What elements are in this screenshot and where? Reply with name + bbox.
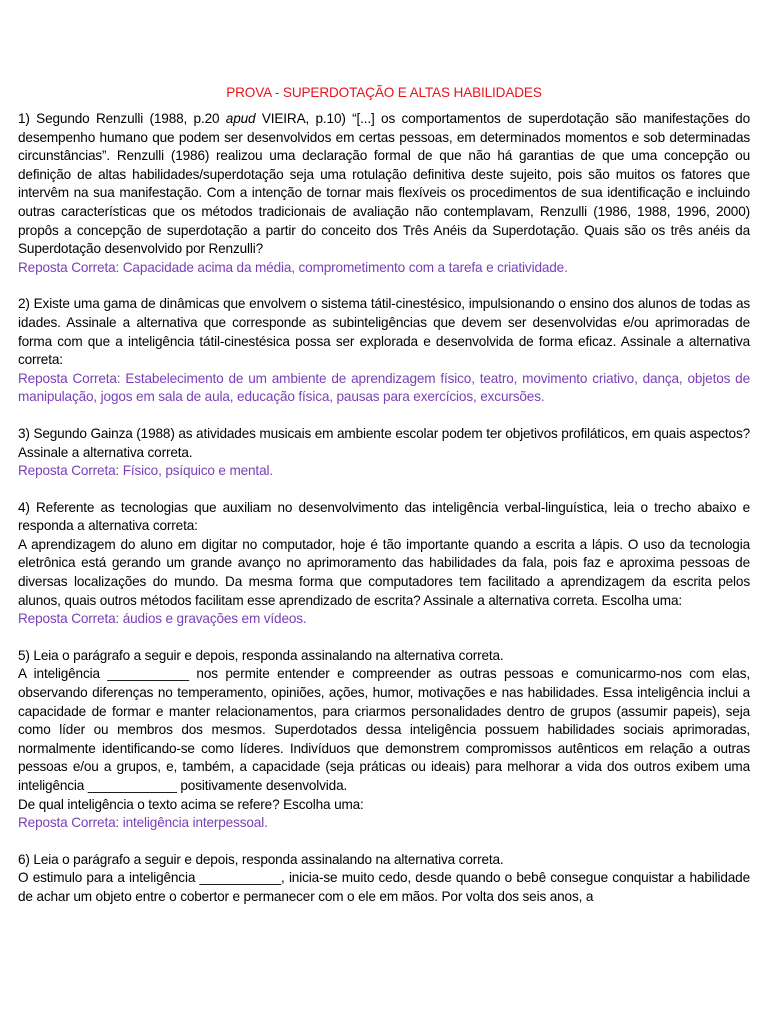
correct-answer: Reposta Correta: Capacidade acima da média, comprometimento com a tarefa e criatividade.	[18, 259, 568, 275]
question-text: 2) Existe uma gama de dinâmicas que envolvem o sistema tátil-cinestésico, impulsionando o ensino dos alunos de todas as idades. Assinale a alternativa que corresponde as subinteligências que devem ser desenvolvidas e/ou aprimoradas de forma com que a inteligência tátil-cinestésica possa ser explorada e desenvolvida de forma eficaz. Assinale a alternativa correta:	[18, 296, 750, 368]
correct-answer: Reposta Correta: Físico, psíquico e mental.	[18, 463, 273, 479]
question-2	[18, 295, 750, 407]
question-text-part: VIEIRA, p.10) “[...] os comportamentos de superdotação são manifestações do desempenho humano que podem ser desenvolvidos em certas pessoas, em determinados momentos e sob determinadas circunstâncias”. Renzulli (1986) realizou uma declaração formal de que não há garantias de que uma concepção ou definição de altas habilidades/superdotação seja uma rotulação definitiva deste sujeito, pois são muitos os fatores que intervêm na sua manifestação. Com a intenção de tornar mais flexíveis os procedimentos de sua identificação e incluindo outras características que os métodos tradicionais de avaliação não contemplavam, Renzulli (1986, 1988, 1996, 2000) propôs a concepção de superdotação a partir do conceito dos Três Anéis da Superdotação. Quais são os três anéis da Superdotação desenvolvido por Renzulli?	[18, 111, 750, 257]
question-text	[18, 110, 750, 259]
question-passage: A inteligência ___________ nos permite entender e compreender as outras pessoas e comunicarmo-nos com elas, observando diferenças no temperamento, opiniões, ações, humor, motivações e nas habilidades. Essa inteligência inclui a capacidade de formar e manter relacionamentos, para criarmos personalidades dentro de grupos (assumir papeis), seja como líder ou membros dos mesmos. Superdotados dessa inteligência possuem habilidades sociais aprimoradas, normalmente identificando-se como líderes. Indivíduos que demonstrem compromissos autênticos em relação a outras pessoas e/ou a grupos, e, também, a capacidade (seja práticas ou ideais) para melhorar a vida dos outros exibem uma inteligência ____________ positivamente desenvolvida.	[18, 666, 750, 793]
question-text: 6) Leia o parágrafo a seguir e depois, responda assinalando na alternativa correta.	[18, 851, 504, 867]
question-6	[18, 851, 750, 907]
question-text: 4) Referente as tecnologias que auxiliam no desenvolvimento das inteligência verbal-linguística, leia o trecho abaixo e responda a alternativa correta:	[18, 499, 750, 534]
question-5	[18, 647, 750, 833]
question-text: 3) Segundo Gainza (1988) as atividades musicais em ambiente escolar podem ter objetivos profiláticos, em quais aspectos? Assinale a alternativa correta.	[18, 425, 750, 460]
correct-answer: Reposta Correta: Estabelecimento de um ambiente de aprendizagem físico, teatro, movimento criativo, dança, objetos de manipulação, jogos em sala de aula, educação física, pausas para exercícios, excursões.	[18, 370, 750, 405]
question-1	[18, 110, 750, 277]
question-prompt: De qual inteligência o texto acima se refere? Escolha uma:	[18, 796, 364, 812]
question-text-italic: apud	[225, 111, 256, 126]
question-4	[18, 499, 750, 629]
question-passage: A aprendizagem do aluno em digitar no computador, hoje é tão importante quando a escrita a lápis. O uso da tecnologia eletrônica está gerando um grande avanço no aprimoramento das habilidades da fala, pois faz e aproxima pessoas de diversas localizações do mundo. Da mesma forma que computadores tem facilitado a aprendizagem da escrita pelos alunos, quais outros métodos facilitam esse aprendizado de escrita? Assinale a alternativa correta. Escolha uma:	[18, 536, 750, 608]
question-text: 5) Leia o parágrafo a seguir e depois, responda assinalando na alternativa correta.	[18, 647, 504, 663]
document-page	[18, 84, 750, 925]
question-passage: O estimulo para a inteligência ___________, inicia-se muito cedo, desde quando o bebê consegue conquistar a habilidade de achar um objeto entre o cobertor e permanecer com o ele em mãos. Por volta dos seis anos, a	[18, 870, 750, 904]
correct-answer: Reposta Correta: inteligência interpessoal.	[18, 815, 268, 831]
question-3	[18, 425, 750, 481]
question-text-part: 1) Segundo Renzulli (1988, p.20	[18, 111, 226, 126]
correct-answer: Reposta Correta: áudios e gravações em vídeos.	[18, 611, 307, 627]
document-title: PROVA - SUPERDOTAÇÃO E ALTAS HABILIDADES	[226, 85, 542, 100]
